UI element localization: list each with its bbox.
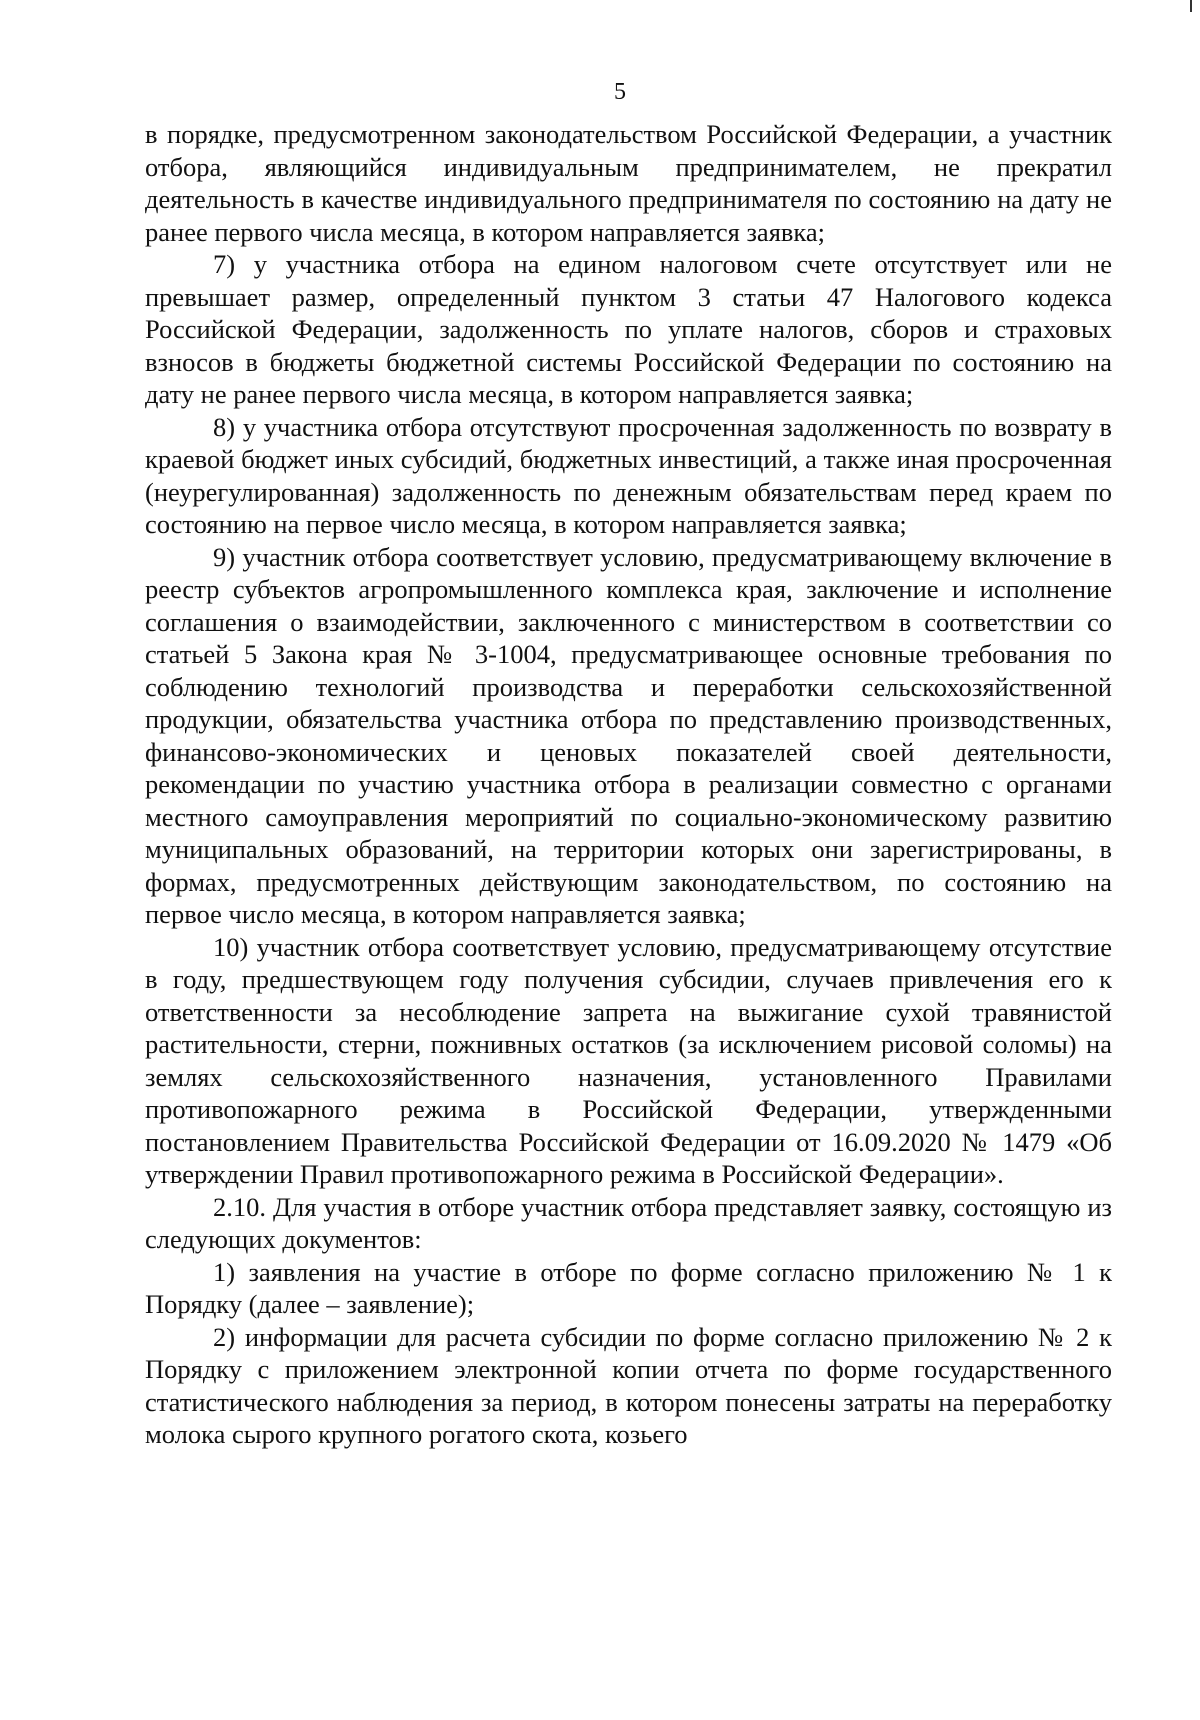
document-body [145,118,1112,1451]
paragraph-item-8: 8) у участника отбора отсутствуют просроченная задолженность по возврату в краевой бюджет иных субсидий, бюджетных инвестиций, а также иная просроченная (неурегулированная) задолженность по денежным обязательствам перед краем по состоянию на первое число месяца, в котором направляется заявка; [145,411,1112,539]
paragraph-section-2-10: 2.10. Для участия в отборе участник отбора представляет заявку, состоящую из следующих документов: [145,1191,1112,1254]
paragraph-item-7: 7) у участника отбора на едином налоговом счете отсутствует или не превышает размер, определенный пунктом 3 статьи 47 Налогового кодекса Российской Федерации, задолженность по уплате налогов, сборов и страховых взносов в бюджеты бюджетной системы Российской Федерации по состоянию на дату не ранее первого числа месяца, в котором направляется заявка; [145,249,1112,409]
paragraph-item-9: 9) участник отбора соответствует условию, предусматривающему включение в реестр субъектов агропромышленного комплекса края, заключение и исполнение соглашения о взаимодействии, заключенного с министерством в соответствии со статьей 5 Закона края № 3-1004, предусматривающее основные требования по соблюдению технологий производства и переработки сельскохозяйственной продукции, обязательства участника отбора по представлению производственных, финансово-экономических и ценовых показателей своей деятельности, рекомендации по участию участника отбора в реализации совместно с органами местного самоуправления мероприятий по социально-экономическому развитию муниципальных образований, на территории которых они зарегистрированы, в формах, предусмотренных действующим законодательством, по состоянию на первое число месяца, в котором направляется заявка; [145,541,1112,929]
paragraph-doc-item-2: 2) информации для расчета субсидии по форме согласно приложению № 2 к Порядку с приложением электронной копии отчета по форме государственного статистического наблюдения за период, в котором понесены затраты на переработку молока сырого крупного рогатого скота, козьего [145,1321,1112,1449]
page-number: 5 [614,79,626,105]
scan-corner-mark [1190,0,1192,12]
paragraph-doc-item-1: 1) заявления на участие в отборе по форме согласно приложению № 1 к Порядку (далее – заявление); [145,1256,1112,1319]
paragraph-continuation: в порядке, предусмотренном законодательством Российской Федерации, а участник отбора, являющийся индивидуальным предпринимателем, не прекратил деятельность в качестве индивидуального предпринимателя по состоянию на дату не ранее первого числа месяца, в котором направляется заявка; [145,119,1112,247]
paragraph-item-10: 10) участник отбора соответствует условию, предусматривающему отсутствие в году, предшествующем году получения субсидии, случаев привлечения его к ответственности за несоблюдение запрета на выжигание сухой травянистой растительности, стерни, пожнивных остатков (за исключением рисовой соломы) на землях сельскохозяйственного назначения, установленного Правилами противопожарного режима в Российской Федерации, утвержденными постановлением Правительства Российской Федерации от 16.09.2020 № 1479 «Об утверждении Правил противопожарного режима в Российской Федерации». [145,931,1112,1189]
